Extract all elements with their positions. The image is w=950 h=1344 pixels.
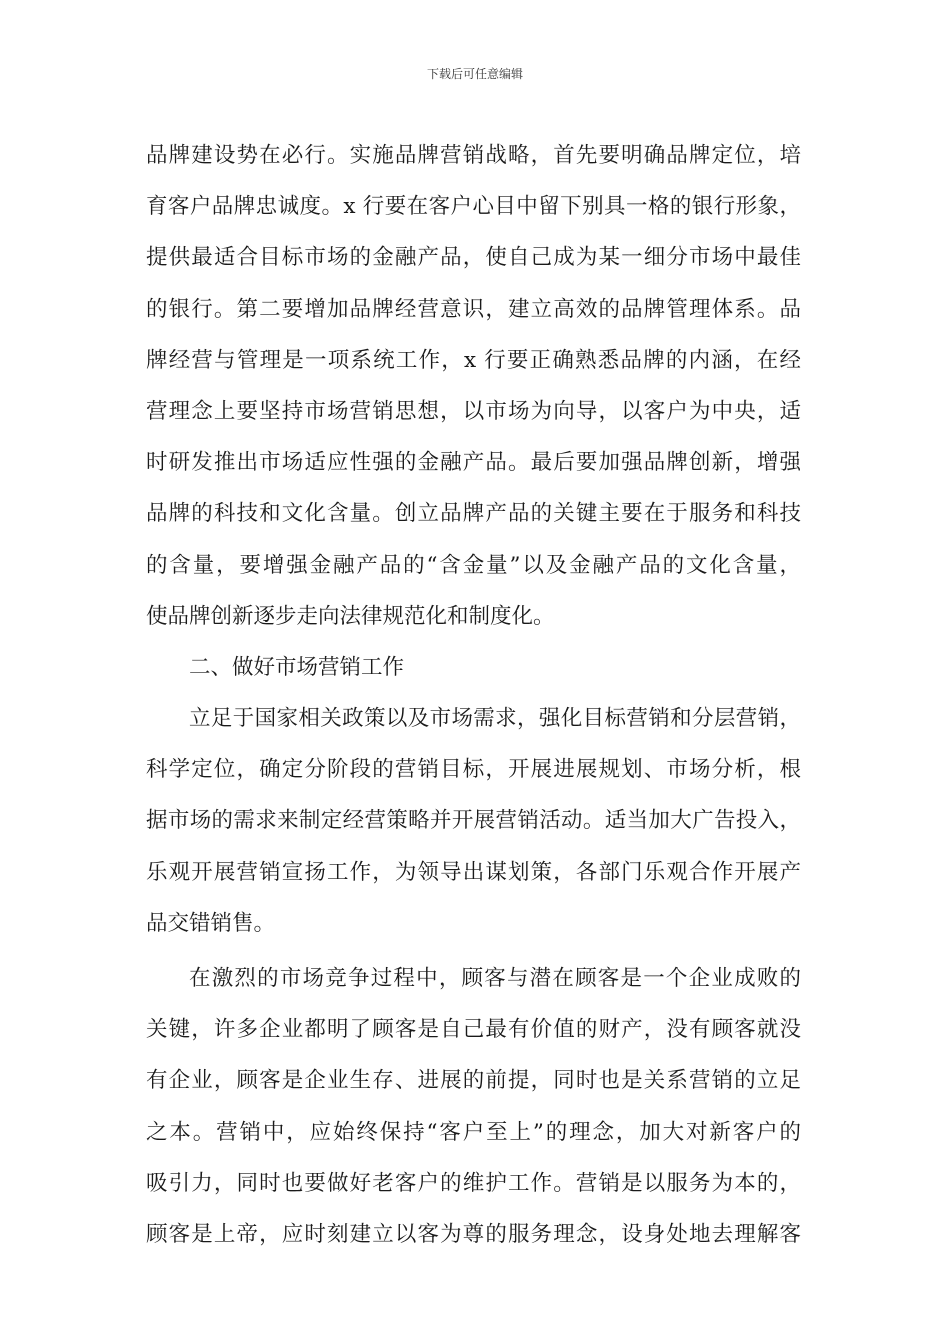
text-line: 品交错销售。 bbox=[146, 910, 276, 936]
text-line: 使品牌创新逐步走向法律规范化和制度化。 bbox=[146, 603, 555, 629]
paragraph-brand-strategy bbox=[146, 130, 801, 642]
text-line: 提供最适合目标市场的金融产品，使自己成为某一细分市场中最佳 bbox=[146, 245, 801, 271]
text-line: 顾客是上帝，应时刻建立以客为尊的服务理念，设身处地去理解客 bbox=[146, 1221, 801, 1247]
text-line: 吸引力，同时也要做好老客户的维护工作。营销是以服务为本的， bbox=[146, 1170, 801, 1196]
page-header: 下载后可任意编辑 bbox=[426, 67, 523, 81]
text-line: 关键，许多企业都明了顾客是自己最有价值的财产，没有顾客就没 bbox=[146, 1017, 801, 1043]
document-body bbox=[146, 130, 801, 1260]
text-line: 之本。营销中，应始终保持“客户至上”的理念，加大对新客户的 bbox=[146, 1119, 801, 1145]
text-line: 的含量，要增强金融产品的“含金量”以及金融产品的文化含量， bbox=[146, 552, 801, 578]
text-line: 科学定位，确定分阶段的营销目标，开展进展规划、市场分析，根 bbox=[146, 757, 801, 783]
text-line: 时研发推出市场适应性强的金融产品。最后要加强品牌创新，增强 bbox=[146, 450, 801, 476]
text-line: 立足于国家相关政策以及市场需求，强化目标营销和分层营销， bbox=[189, 706, 801, 732]
text-line: 品牌的科技和文化含量。创立品牌产品的关键主要在于服务和科技 bbox=[146, 501, 801, 527]
text-line: 的银行。第二要增加品牌经营意识，建立高效的品牌管理体系。品 bbox=[146, 296, 801, 322]
text-line: 有企业，顾客是企业生存、进展的前提，同时也是关系营销的立足 bbox=[146, 1068, 801, 1094]
paragraph-customer-relations bbox=[146, 953, 801, 1260]
text-line: 据市场的需求来制定经营策略并开展营销活动。适当加大广告投入， bbox=[146, 808, 801, 834]
text-line: 牌经营与管理是一项系统工作，x 行要正确熟悉品牌的内涵，在经 bbox=[146, 347, 801, 373]
section-heading bbox=[146, 642, 801, 693]
paragraph-market-marketing bbox=[146, 693, 801, 949]
text-line: 品牌建设势在必行。实施品牌营销战略，首先要明确品牌定位，培 bbox=[146, 143, 801, 168]
text-line: 育客户品牌忠诚度。x 行要在客户心目中留下别具一格的银行形象， bbox=[146, 194, 801, 220]
text-line: 在激烈的市场竞争过程中，顾客与潜在顾客是一个企业成败的 bbox=[189, 966, 801, 991]
heading-text: 二、做好市场营销工作 bbox=[189, 654, 405, 680]
text-line: 乐观开展营销宣扬工作，为领导出谋划策，各部门乐观合作开展产 bbox=[146, 859, 801, 885]
text-line: 营理念上要坚持市场营销思想，以市场为向导，以客户为中央，适 bbox=[146, 398, 801, 424]
